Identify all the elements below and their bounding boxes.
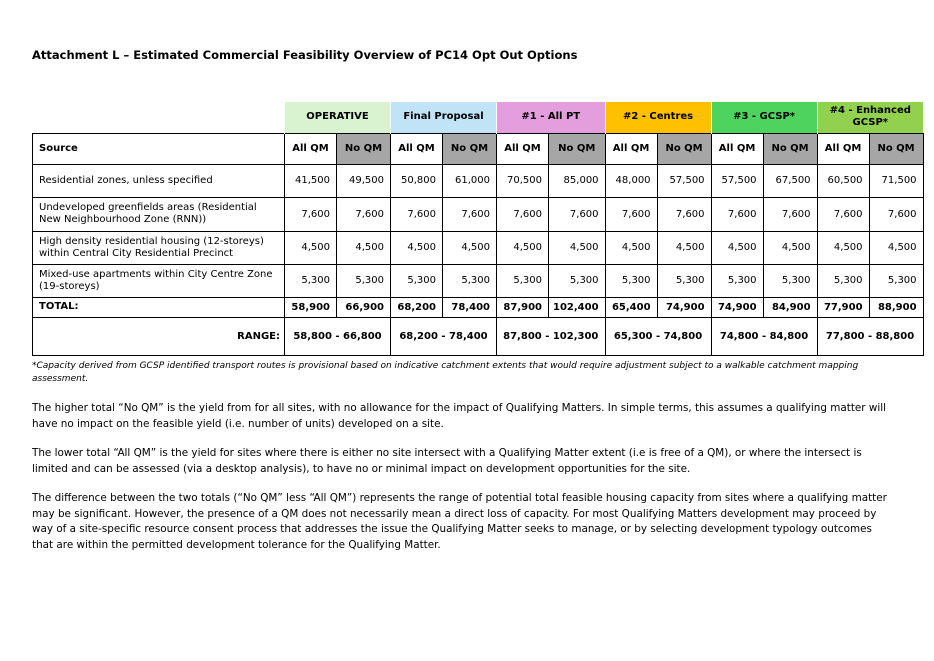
value-cell: 70,500 (497, 164, 549, 197)
value-cell: 41,500 (285, 164, 337, 197)
value-cell: 85,000 (549, 164, 606, 197)
total-value-cell: 58,900 (285, 297, 337, 317)
total-value-cell: 102,400 (549, 297, 606, 317)
option-header: #3 - GCSP* (711, 102, 817, 133)
value-cell: 7,600 (763, 197, 817, 231)
value-cell: 4,500 (497, 231, 549, 264)
paragraph: The difference between the two totals (“No QM” less “All QM”) represents the range of potential total feasible housing capacity from sites where a qualifying matter may be significant. However, the presence of a QM does not necessarily mean a direct loss of capacity. For most Qualifying Matters development may proceed by way of a site-specific resource consent process that addresses the issue the Qualifying Matter seeks to manage, or by selecting development typology outcomes that are within the permitted development tolerance for the Qualifying Matter. (32, 492, 887, 551)
value-cell: 7,600 (337, 197, 391, 231)
value-cell: 4,500 (443, 231, 497, 264)
paragraph: The lower total “All QM” is the yield for sites where there is either no site intersect with a Qualifying Matter extent (i.e is free of a QM), or where the intersect is limited and can be assessed (via a desktop analysis), to have no or minimal impact on development opportunities for the site. (32, 447, 862, 475)
value-cell: 5,300 (443, 264, 497, 297)
value-cell: 71,500 (869, 164, 923, 197)
row-label: Undeveloped greenfields areas (Residential New Neighbourhood Zone (RNN)) (33, 197, 285, 231)
no-qm-header: No QM (763, 133, 817, 164)
table-row (33, 231, 924, 264)
value-cell: 5,300 (817, 264, 869, 297)
range-value-cell: 68,200 - 78,400 (391, 317, 497, 355)
value-cell: 67,500 (763, 164, 817, 197)
no-qm-header: No QM (869, 133, 923, 164)
total-value-cell: 68,200 (391, 297, 443, 317)
table-row (33, 197, 924, 231)
value-cell: 4,500 (817, 231, 869, 264)
no-qm-header: No QM (443, 133, 497, 164)
all-qm-header: All QM (605, 133, 657, 164)
range-value-cell: 77,800 - 88,800 (817, 317, 923, 355)
value-cell: 5,300 (711, 264, 763, 297)
value-cell: 4,500 (285, 231, 337, 264)
value-cell: 4,500 (605, 231, 657, 264)
value-cell: 5,300 (337, 264, 391, 297)
row-label: Residential zones, unless specified (33, 164, 285, 197)
all-qm-header: All QM (711, 133, 763, 164)
value-cell: 61,000 (443, 164, 497, 197)
value-cell: 7,600 (391, 197, 443, 231)
value-cell: 7,600 (605, 197, 657, 231)
total-value-cell: 74,900 (711, 297, 763, 317)
value-cell: 5,300 (657, 264, 711, 297)
total-value-cell: 77,900 (817, 297, 869, 317)
range-value-cell: 58,800 - 66,800 (285, 317, 391, 355)
option-header: OPERATIVE (285, 102, 391, 133)
value-cell: 60,500 (817, 164, 869, 197)
value-cell: 4,500 (391, 231, 443, 264)
row-label: Mixed-use apartments within City Centre Zone (19-storeys) (33, 264, 285, 297)
table-row (33, 164, 924, 197)
all-qm-header: All QM (817, 133, 869, 164)
value-cell: 4,500 (711, 231, 763, 264)
value-cell: 48,000 (605, 164, 657, 197)
total-value-cell: 78,400 (443, 297, 497, 317)
no-qm-header: No QM (337, 133, 391, 164)
all-qm-header: All QM (285, 133, 337, 164)
empty-corner-cell (33, 102, 285, 133)
value-cell: 7,600 (869, 197, 923, 231)
value-cell: 4,500 (869, 231, 923, 264)
range-label: RANGE: (33, 317, 285, 355)
range-value-cell: 74,800 - 84,800 (711, 317, 817, 355)
column-header-row (33, 133, 924, 164)
value-cell: 7,600 (657, 197, 711, 231)
value-cell: 5,300 (391, 264, 443, 297)
range-value-cell: 87,800 - 102,300 (497, 317, 606, 355)
total-value-cell: 66,900 (337, 297, 391, 317)
value-cell: 7,600 (711, 197, 763, 231)
total-value-cell: 74,900 (657, 297, 711, 317)
value-cell: 5,300 (549, 264, 606, 297)
total-value-cell: 84,900 (763, 297, 817, 317)
value-cell: 57,500 (711, 164, 763, 197)
value-cell: 5,300 (497, 264, 549, 297)
row-label: High density residential housing (12-storeys) within Central City Residential Precinct (33, 231, 285, 264)
all-qm-header: All QM (497, 133, 549, 164)
option-header: Final Proposal (391, 102, 497, 133)
source-header: Source (33, 133, 285, 164)
value-cell: 7,600 (443, 197, 497, 231)
total-label: TOTAL: (33, 297, 285, 317)
total-value-cell: 88,900 (869, 297, 923, 317)
option-header: #4 - Enhanced GCSP* (817, 102, 923, 133)
value-cell: 49,500 (337, 164, 391, 197)
no-qm-header: No QM (549, 133, 606, 164)
value-cell: 5,300 (285, 264, 337, 297)
value-cell: 7,600 (549, 197, 606, 231)
value-cell: 4,500 (337, 231, 391, 264)
value-cell: 50,800 (391, 164, 443, 197)
range-value-cell: 65,300 - 74,800 (605, 317, 711, 355)
option-header: #1 - All PT (497, 102, 606, 133)
value-cell: 4,500 (549, 231, 606, 264)
total-value-cell: 87,900 (497, 297, 549, 317)
option-header: #2 - Centres (605, 102, 711, 133)
total-row (33, 297, 924, 317)
value-cell: 5,300 (763, 264, 817, 297)
value-cell: 4,500 (657, 231, 711, 264)
all-qm-header: All QM (391, 133, 443, 164)
no-qm-header: No QM (657, 133, 711, 164)
option-header-row (33, 102, 924, 133)
table-row (33, 264, 924, 297)
value-cell: 5,300 (605, 264, 657, 297)
value-cell: 5,300 (869, 264, 923, 297)
value-cell: 4,500 (763, 231, 817, 264)
value-cell: 57,500 (657, 164, 711, 197)
value-cell: 7,600 (497, 197, 549, 231)
footnote: *Capacity derived from GCSP identified transport routes is provisional based on indicative catchment extents that would require adjustment subject to a walkable catchment mapping assessment. (32, 361, 859, 384)
value-cell: 7,600 (285, 197, 337, 231)
document-title: Attachment L – Estimated Commercial Feasibility Overview of PC14 Opt Out Options (32, 48, 578, 62)
value-cell: 7,600 (817, 197, 869, 231)
total-value-cell: 65,400 (605, 297, 657, 317)
feasibility-table (32, 102, 924, 356)
range-row (33, 317, 924, 355)
paragraph: The higher total “No QM” is the yield from for all sites, with no allowance for the impact of Qualifying Matters. In simple terms, this assumes a qualifying matter will have no impact on the feasible yield (i.e. number of units) developed on a site. (32, 402, 887, 430)
